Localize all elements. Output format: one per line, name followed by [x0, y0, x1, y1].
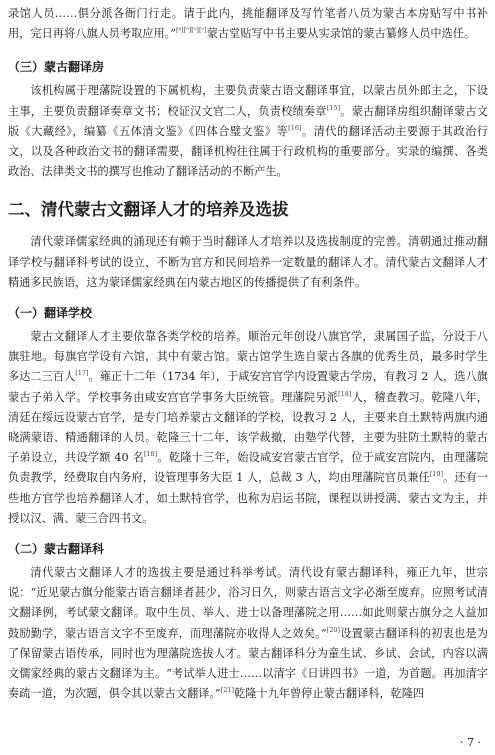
translation-office-paragraph: 该机构属于理藩院设置的下属机构，主要负责蒙古语文翻译事宜，以蒙古员外郎主之，下设主事，主要负责翻译奏章文书；校证汉文官二人，负责校绩奏章[15]。蒙古翻译房组织翻译蒙古文版《大藏经》，编纂《五体清文鉴》《四体合璧文鉴》等[16]。清代的翻译活动主要源于其政治行文，以及各种政治文书的翻译需要，翻译机构往往属于行政机构的重要部分。实录的编撰、各类政治、法律类文书的撰写也推动了翻译活动的不断产生。	[8, 84, 488, 179]
footnote-ref: [20]	[326, 625, 341, 634]
section-heading-translation-exam: （二）蒙古翻译科	[8, 542, 105, 557]
translation-schools-paragraph: 蒙古文翻译人才主要依靠各类学校的培养。顺治元年创设八旗官学，隶属国子监，分设于八旗驻地。每旗官学设有六馆，其中有蒙古馆。蒙古馆学生选自蒙古各旗的优秀生员，最多时学生多达二三百人[17]。雍正十二年（1734 年），于咸安宫官学内设置蒙古学房，有教习 2 人，选八旗蒙古子弟入学。学校事务由咸安宫官学事务大臣统管。理藩院另派[18]人，稽查教习。乾隆八年，清廷在绥远设蒙古官学，是专门培养蒙古文翻译的学校，设教习 2 人，主要来自土默特两旗内通晓满蒙语、精通翻译的人员。乾隆三十二年，该学裁撤，由塾学代替，主要为驻防土默特的蒙古子弟设立，共设学额 40 名[18]。乾隆十三年，始设咸安宫蒙古官学，位于咸安宫院内，由理藩院负责教学，经费取自内务府，设管理事务大臣 1 人，总裁 3 人，均由理藩院官员兼任[19]。还有一些地方官学也培养翻译人才，如土默特官学，也称为启运书院，课程以讲授满、蒙古文为主，并授以汉、满、蒙三合四书文。	[8, 330, 488, 525]
footnote-ref: [18]	[143, 450, 158, 459]
section-heading-translation-office: （三）蒙古翻译房	[8, 60, 105, 75]
chapter-heading: 二、清代蒙古文翻译人才的培养及选拔	[8, 200, 289, 220]
footnote-ref: [⁶][⁹][⁰][⁰]	[175, 26, 207, 35]
top-paragraph: 录馆人员……俱分派各衙门行走。请于此内，挑能翻译及写竹笔者八员为蒙古本房贴写中书补用，完日再将八旗人员考取应用。”[⁶][⁹][⁰][⁰]蒙古堂贴写中书主要从实录馆的蒙古纂修人员中选任。	[8, 7, 488, 41]
footnote-ref: [17]	[75, 369, 89, 378]
footnote-ref: [16]	[288, 123, 302, 132]
footnote-ref: [19]	[429, 470, 444, 479]
section-heading-translation-schools: （一）翻译学校	[8, 306, 93, 321]
footnote-ref: [21]	[220, 686, 235, 695]
footnote-ref: [18]	[338, 389, 352, 398]
chapter-intro-paragraph: 清代蒙译儒家经典的涌现还有赖于当时翻译人才培养以及选拔制度的完善。清朝通过推动翻译学校与翻译科考试的设立，不断为官方和民间培养一定数量的翻译人才。清代蒙古文翻译人才精通多民族语，这为蒙译儒家经典在内蒙古地区的传播提供了有利条件。	[8, 235, 488, 289]
document-page	[8, 4, 488, 704]
footnote-ref: [15]	[326, 103, 341, 112]
page-number: · 7 ·	[460, 736, 481, 749]
translation-exam-paragraph: 清代蒙古文翻译人才的选拔主要是通过科举考试。清代设有蒙古翻译科，雍正九年，世宗说：“近见蒙古旗分能蒙古语言翻译者甚少，浴习日久，则蒙古语言文字必渐至废弃。应照考试清文翻译例，考试蒙文翻译。取中生员、举人、进士以备理藩院之用……如此则蒙古旗分之人益加鼓励勤学，蒙古语言文字不至废弃，而理藩院亦收得人之效矣。”[20]设置蒙古翻译科的初衷也是为了保留蒙古语传承，同时也为理藩院选拔人才。蒙古翻译科分为童生试、乡试、会试，内容以满文儒家经典的蒙古文翻译为主。“考试举人进士……以清字《日讲四书》一道，为首题。再加清字奏疏一道，为次题，俱令其以蒙古文翻译。”[21]乾隆十九年曾停止蒙古翻译科，乾隆四	[8, 566, 488, 701]
